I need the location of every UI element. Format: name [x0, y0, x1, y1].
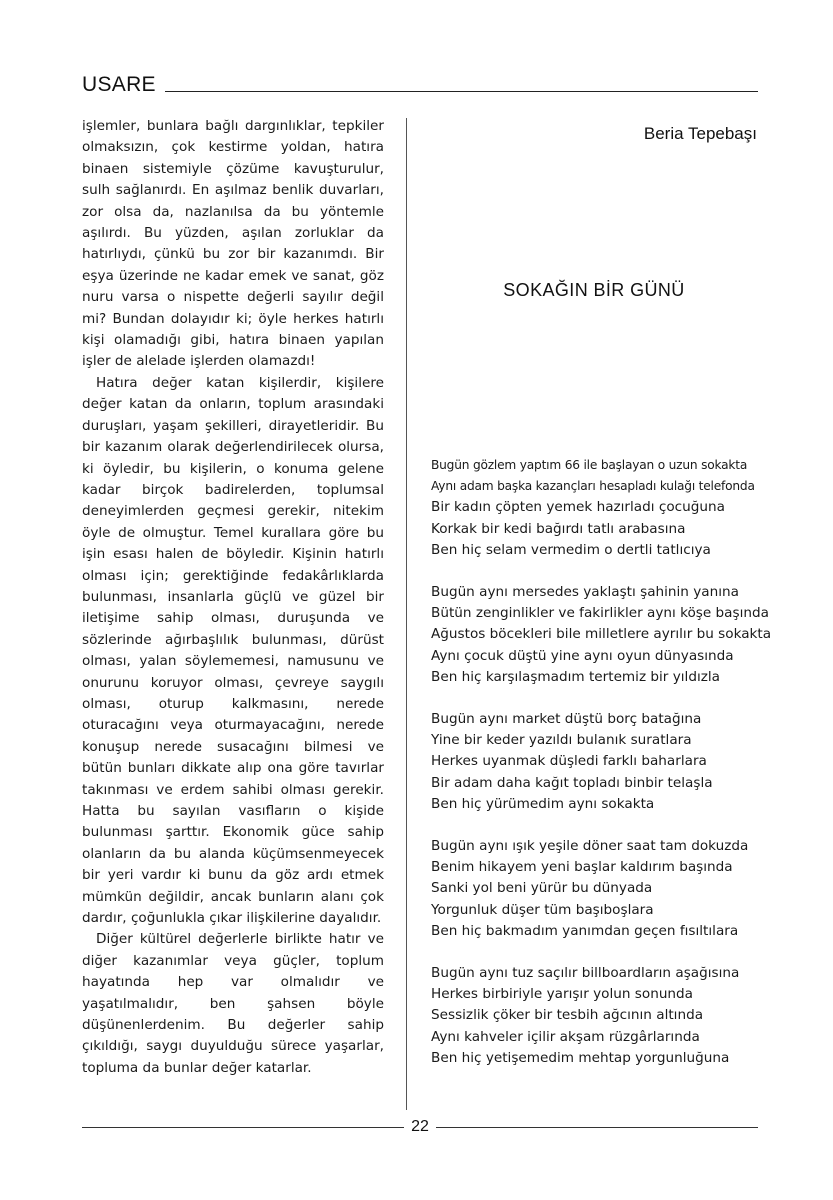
poem-stanza — [431, 836, 771, 942]
poem-line: Bir adam daha kağıt topladı binbir telaşla — [431, 774, 713, 791]
poem-stanza — [431, 455, 771, 561]
poem-stanza — [431, 582, 771, 688]
poem-stanza — [431, 709, 771, 815]
page-number: 22 — [411, 1118, 429, 1135]
poem-line: Sanki yol beni yürür bu dünyada — [431, 880, 653, 897]
poem-line: Bütün zenginlikler ve fakirlikler aynı köşe başında — [431, 605, 769, 622]
footer-rule-right — [436, 1127, 758, 1128]
poem-line: Herkes uyanmak düşledi farklı baharlara — [431, 753, 707, 770]
poem-line: Bugün aynı ışık yeşile döner saat tam dokuzda — [431, 838, 749, 855]
poem-line: Ben hiç selam vermedim o dertli tatlıcıya — [431, 541, 711, 558]
poem-line: Aynı adam başka kazançları hesapladı kulağı telefonda — [431, 479, 755, 494]
poem-line: Sessizlik çöker bir tesbih ağcının altında — [431, 1007, 704, 1024]
poem — [431, 455, 771, 1090]
poem-line: Herkes birbiriyle yarışır yolun sonunda — [431, 986, 694, 1003]
column-divider — [406, 118, 407, 1110]
footer-rule-left — [82, 1127, 404, 1128]
article-paragraph: Diğer kültürel değerlerle birlikte hatır ve diğer kazanımlar veya güçler, toplum hayatında hep var olmalıdır ve yaşatılmalıdır, ben şahsen böyle düşünenlerdenim. Bu değerler sahip çıkıldığı, saygı duyulduğu sürece yaşarlar, topluma da bunlar değer katarlar. — [82, 931, 384, 1076]
poem-title: SOKAĞIN BİR GÜNÜ — [503, 280, 685, 300]
poem-line: Benim hikayem yeni başlar kaldırım başında — [431, 859, 733, 876]
page-footer — [82, 1116, 758, 1138]
poem-line: Yine bir keder yazıldı bulanık suratlara — [431, 732, 692, 749]
article-column — [82, 116, 384, 1079]
poem-line: Yorgunluk düşer tüm başıboşlara — [431, 901, 654, 918]
poem-line: Ağustos böcekleri bile milletlere ayrılır bu sokakta — [431, 626, 772, 643]
poem-line: Ben hiç karşılaşmadım tertemiz bir yıldızla — [431, 668, 720, 685]
article-paragraph: işlemler, bunlara bağlı dargınlıklar, tepkiler olmaksızın, çok kestirme yoldan, hatıra binaen sistemiyle çözüme kavuşturulur, sulh sağlanırdı. En aşılmaz benlik duvarları, zor olsa da, nazlanılsa da bu yöntemle aşılırdı. Bu yüzden, aşılan zorluklar da hatırlıydı, çünkü bu zor bir kazanımdı. Bir eşya üzerinde ne kadar emek ve sanat, göz nuru varsa o nispette değerli sayılır değil mi? Bundan dolayıdır ki; öyle herkes hatırlı kişi olamadığı gibi, hatıra binaen yapılan işler de alelade işlerden olamazdı! — [82, 118, 384, 370]
poem-line: Bugün aynı market düştü borç batağına — [431, 711, 702, 728]
poem-line: Korkak bir kedi bağırdı tatlı arabasına — [431, 520, 686, 537]
poem-stanza — [431, 963, 771, 1069]
poem-line: Ben hiç yetişemedim mehtap yorgunluğuna — [431, 1049, 730, 1066]
poem-line: Aynı kahveler içilir akşam rüzgârlarında — [431, 1028, 700, 1045]
article-paragraph: Hatıra değer katan kişilerdir, kişilere değer katan da onların, toplum arasındaki duruşları, yaşam şekilleri, dirayetleridir. Bu bir kazanım olarak değerlendirilecek olursa, ki öyledir, bu kişilerin, o konuma gelene kadar birçok badirelerden, toplumsal deneyimlerden geçmesi gerekir, nitekim öyle de olmuştur. Temel kurallara göre bu işin esası halen de böyledir. Kişinin hatırlı olması için; gerektiğinde fedakârlıklarda bulunması, insanlarla güçlü ve güzel bir iletişime sahip olması, duruşunda ve sözlerinde ağırbaşlılık bulunması, dürüst olması, yalan söylememesi, namusunu ve onurunu koruyor olması, çevreye saygılı olması, oturup kalkmasını, nerede oturacağını veya oturmayacağını, nerede konuşup nerede susacağını bilmesi ve bütün bunları dikkate alıp ona göre tavırlar takınması ve erdem sahibi olması gerekir. Hatta bu sayılan vasıfların o kişide bulunması şarttır. Ekonomik güce sahip olanların da bu alanda küçümsenmeyecek bir yeri vardır ki bunu da göz ardı etmek mümkün değildir, ancak bunların alanı çok dardır, çoğunlukla çıkar ilişkilerine dayalıdır. — [82, 374, 384, 927]
poem-line: Ben hiç bakmadım yanımdan geçen fısıltılara — [431, 922, 739, 939]
poem-line: Bir kadın çöpten yemek hazırladı çocuğuna — [431, 499, 725, 516]
poem-line: Bugün aynı mersedes yaklaştı şahinin yanına — [431, 584, 739, 601]
header-rule — [165, 91, 758, 92]
poem-line: Bugün aynı tuz saçılır billboardların aşağısına — [431, 965, 740, 982]
author-name: Beria Tepebaşı — [643, 124, 757, 143]
poem-line: Bugün gözlem yaptım 66 ile başlayan o uzun sokakta — [431, 458, 748, 472]
poem-line: Ben hiç yürümedim aynı sokakta — [431, 795, 655, 812]
poem-line: Aynı çocuk düştü yine aynı oyun dünyasında — [431, 647, 734, 664]
magazine-title: USARE — [82, 73, 156, 96]
page-header — [82, 70, 758, 100]
